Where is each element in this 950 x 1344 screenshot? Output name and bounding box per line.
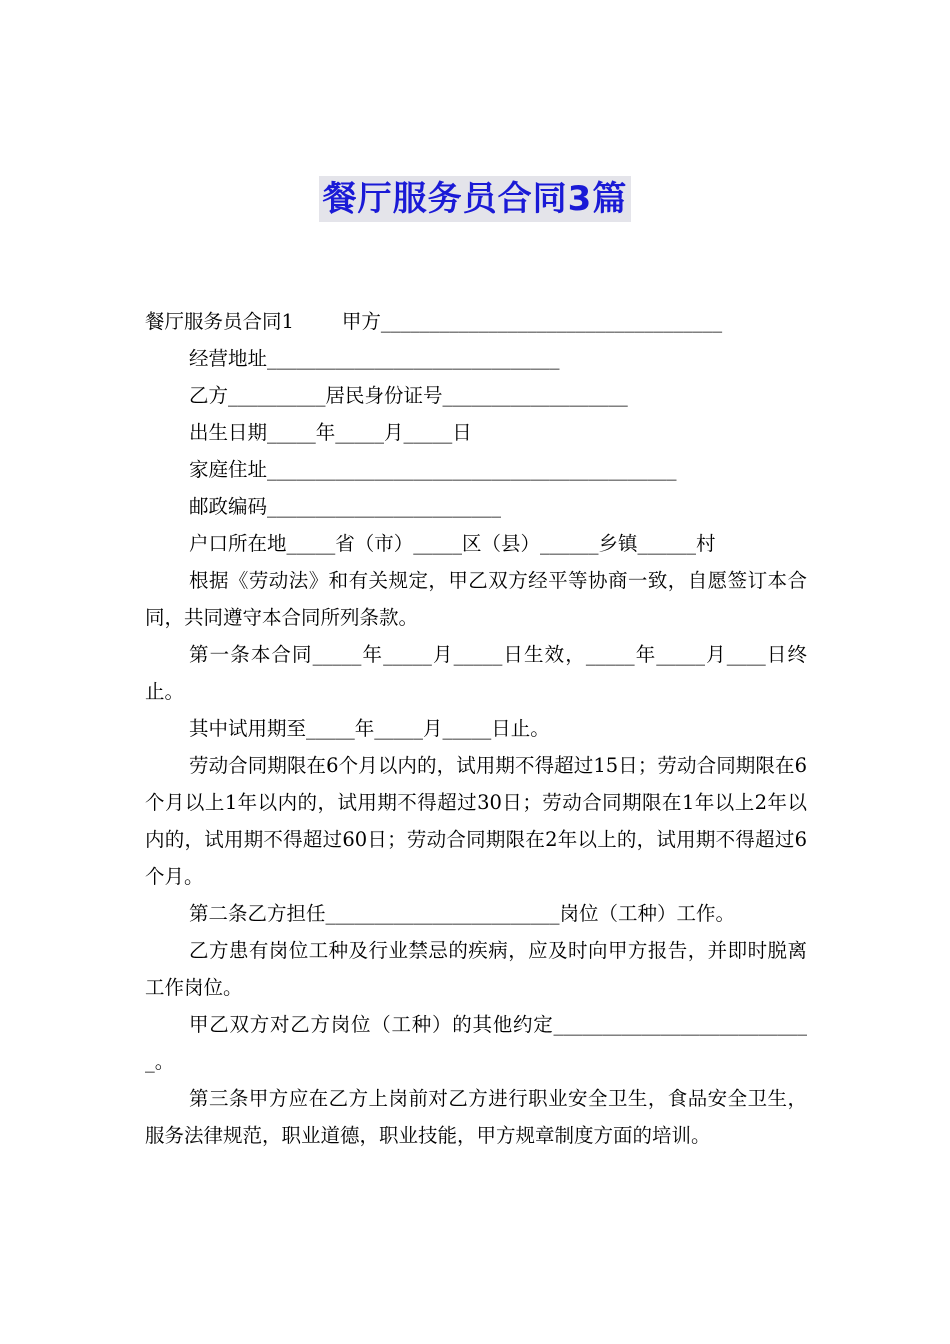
document-title: 餐厅服务员合同3篇 [319,176,632,222]
paragraph-other-agreements: 甲乙双方对乙方岗位（工种）的其他约定___________________________。 [145,1013,807,1073]
paragraph-probation-rules: 劳动合同期限在6个月以内的，试用期不得超过15日；劳动合同期限在6个月以上1年以内的，试用期不得超过30日；劳动合同期限在1年以上2年以内的，试用期不得超过60日；劳动合同期限在2年以上的，试用期不得超过6个月。 [145,754,807,888]
paragraph-health-disclosure: 乙方患有岗位工种及行业禁忌的疾病，应及时向甲方报告，并即时脱离工作岗位。 [145,939,807,999]
contract-number-label: 餐厅服务员合同1 [145,310,294,333]
paragraph-article-2: 第二条乙方担任________________________岗位（工种）工作。 [189,902,736,925]
document-body [145,303,807,1154]
paragraph-article-3: 第三条甲方应在乙方上岗前对乙方进行职业安全卫生，食品安全卫生，服务法律规范，职业道德，职业技能，甲方规章制度方面的培训。 [145,1087,807,1147]
paragraph-birth-date: 出生日期_____年_____月_____日 [189,421,472,444]
paragraph-home-address: 家庭住址__________________________________________ [189,458,677,481]
paragraph-article-1: 第一条本合同_____年_____月_____日生效，_____年_____月____日终止。 [145,643,807,703]
paragraph-postal-code: 邮政编码________________________ [189,495,502,518]
paragraph-preamble: 根据《劳动法》和有关规定，甲乙双方经平等协商一致，自愿签订本合同，共同遵守本合同所列条款。 [145,569,807,629]
paragraph-household-registration: 户口所在地_____省（市）_____区（县）______乡镇______村 [189,532,716,555]
paragraph-probation: 其中试用期至_____年_____月_____日止。 [189,717,550,740]
paragraph-business-address: 经营地址______________________________ [189,347,560,370]
party-a-field: 甲方___________________________________ [341,310,723,333]
title-area [0,176,950,222]
paragraph-party-b-id: 乙方__________居民身份证号___________________ [189,384,628,407]
paragraph-contract-heading [145,303,807,340]
